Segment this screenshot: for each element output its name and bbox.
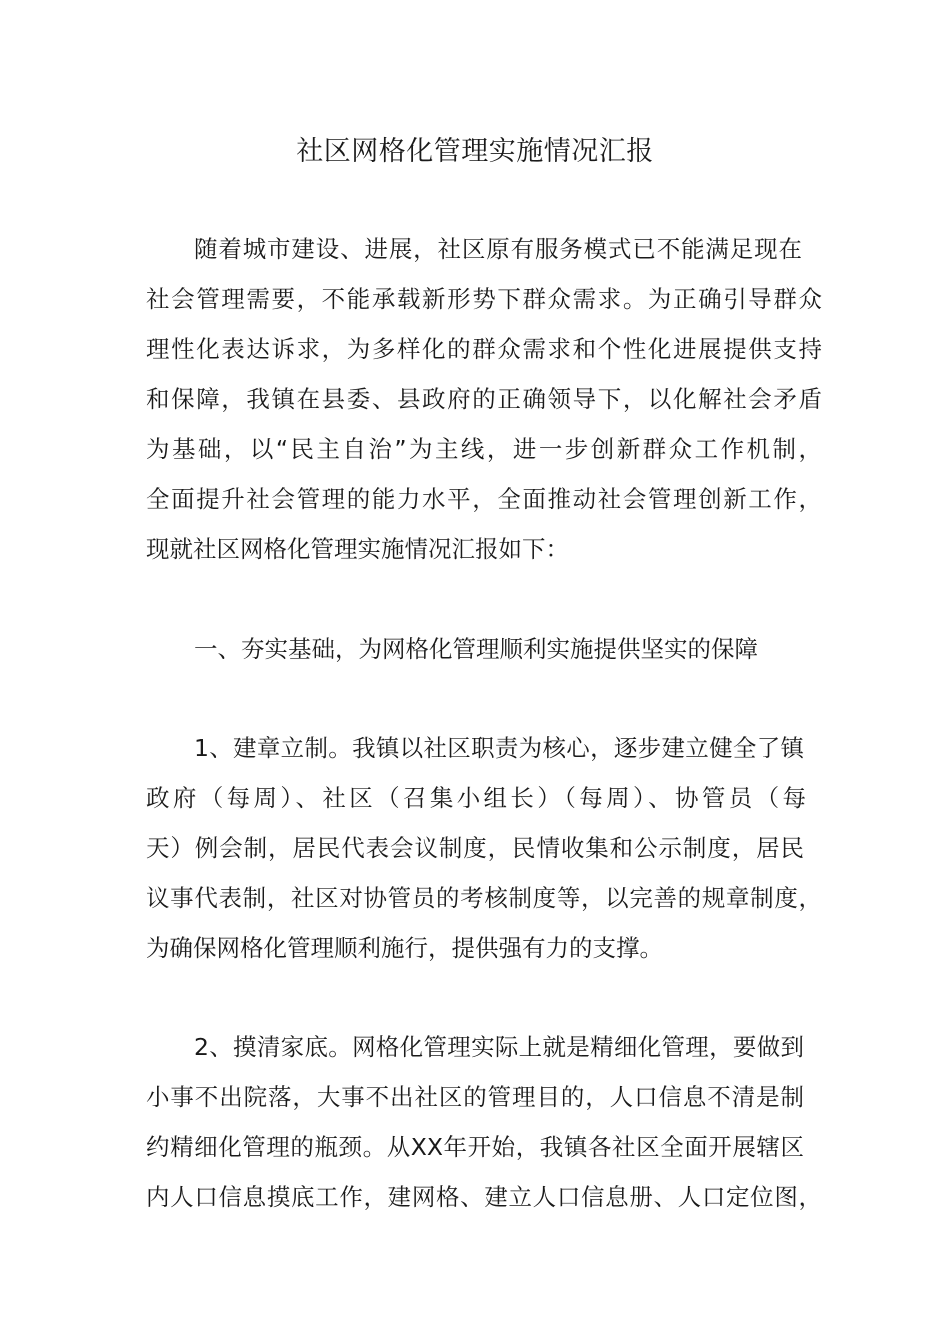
paragraph-line: 政府（每周）、社区（召集小组长）（每周）、协管员（每 <box>146 784 806 812</box>
paragraph-line: 随着城市建设、进展，社区原有服务模式已不能满足现在 <box>194 235 802 263</box>
paragraph-line: 内人口信息摸底工作，建网格、建立人口信息册、人口定位图， <box>146 1183 822 1211</box>
paragraph-line: 2、摸清家底。网格化管理实际上就是精细化管理，要做到 <box>194 1033 804 1061</box>
paragraph-line: 议事代表制，社区对协管员的考核制度等，以完善的规章制度， <box>146 884 822 912</box>
document-title: 社区网格化管理实施情况汇报 <box>296 136 654 167</box>
paragraph-line: 社会管理需要，不能承载新形势下群众需求。为正确引导群众 <box>146 285 822 313</box>
paragraph-line: 约精细化管理的瓶颈。从XX年开始，我镇各社区全面开展辖区 <box>146 1133 804 1161</box>
paragraph-line: 为确保网格化管理顺利施行，提供强有力的支撑。 <box>146 934 663 962</box>
paragraph-line: 小事不出院落，大事不出社区的管理目的，人口信息不清是制 <box>146 1083 804 1111</box>
paragraph-line: 现就社区网格化管理实施情况汇报如下： <box>146 535 569 563</box>
paragraph-line: 为基础，以“民主自治”为主线，进一步创新群众工作机制， <box>146 435 822 463</box>
paragraph-line: 1、建章立制。我镇以社区职责为核心，逐步建立健全了镇 <box>194 734 804 762</box>
section-heading: 一、夯实基础，为网格化管理顺利实施提供坚实的保障 <box>194 635 758 663</box>
paragraph-line: 全面提升社会管理的能力水平，全面推动社会管理创新工作， <box>146 485 822 513</box>
paragraph-line: 天）例会制，居民代表会议制度，民情收集和公示制度，居民 <box>146 834 804 862</box>
paragraph-line: 理性化表达诉求，为多样化的群众需求和个性化进展提供支持 <box>146 335 822 363</box>
paragraph-line: 和保障，我镇在县委、县政府的正确领导下，以化解社会矛盾 <box>146 385 822 413</box>
